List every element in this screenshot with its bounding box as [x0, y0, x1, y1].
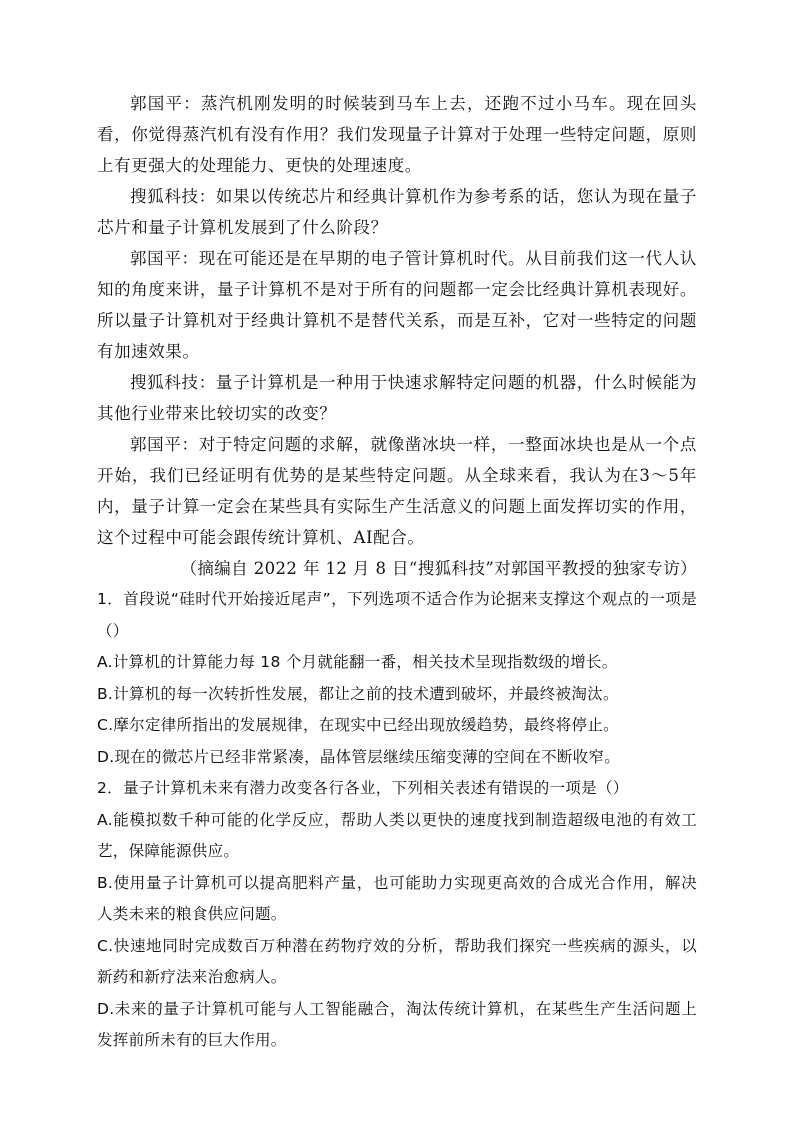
option-c: C.快速地同时完成数百万种潜在药物疗效的分析，帮助我们探究一些疾病的源头，以新药和新疗法来治愈病人。 — [97, 936, 697, 986]
interview-paragraph: 搜狐科技：如果以传统芯片和经典计算机作为参考系的话，您认为现在量子芯片和量子计算机发展到了什么阶段？ — [97, 187, 697, 237]
option-d: D.现在的微芯片已经非常紧凑，晶体管层继续压缩变薄的空间在不断收窄。 — [97, 747, 621, 766]
questions-section — [97, 584, 697, 1057]
interview-paragraph: 郭国平：现在可能还是在早期的电子管计算机时代。从目前我们这一代人认知的角度来讲，量子计算机不是对于所有的问题都一定会比经典计算机表现好。所以量子计算机对于经典计算机不是替代关系，而是互补，它对一些特定的问题有加速效果。 — [97, 249, 697, 361]
interview-paragraph: 郭国平：对于特定问题的求解，就像凿冰块一样，一整面冰块也是从一个点开始，我们已经证明有优势的是某些特定问题。从全球来看，我认为在3～5年内，量子计算一定会在某些具有实际生产生活意义的问题上面发挥切实的作用，这个过程中可能会跟传统计算机、AI配合。 — [97, 435, 697, 547]
option-a: A.能模拟数千种可能的化学反应，帮助人类以更快的速度找到制造超级电池的有效工艺，保障能源供应。 — [97, 810, 697, 860]
interview-section — [97, 88, 697, 553]
source-citation: （摘编自 2022 年 12 月 8 日“搜狐科技”对郭国平教授的独家专访） — [180, 559, 697, 578]
document-content — [97, 88, 697, 1057]
option-c: C.摩尔定律所指出的发展规律，在现实中已经出现放缓趋势，最终将停止。 — [97, 716, 619, 734]
option-a: A.计算机的计算能力每 18 个月就能翻一番，相关技术呈现指数级的增长。 — [97, 653, 618, 671]
option-b: B.计算机的每一次转折性发展，都让之前的技术遭到破坏，并最终被淘汰。 — [97, 684, 619, 703]
question-stem: 2．量子计算机未来有潜力改变各行各业，下列相关表述有错误的一项是（） — [97, 779, 629, 797]
question-stem: 1．首段说“硅时代开始接近尾声”，下列选项不适合作为论据来支撑这个观点的一项是（） — [97, 590, 697, 640]
option-b: B.使用量子计算机可以提高肥料产量，也可能助力实现更高效的合成光合作用，解决人类未来的粮食供应问题。 — [97, 873, 697, 923]
question-1 — [97, 584, 697, 773]
question-2 — [97, 773, 697, 1057]
interview-paragraph: 郭国平：蒸汽机刚发明的时候装到马车上去，还跑不过小马车。现在回头看，你觉得蒸汽机有没有作用？我们发现量子计算对于处理一些特定问题，原则上有更强大的处理能力、更快的处理速度。 — [97, 94, 697, 175]
interview-paragraph: 搜狐科技：量子计算机是一种用于快速求解特定问题的机器，什么时候能为其他行业带来比较切实的改变？ — [97, 373, 697, 423]
option-d: D.未来的量子计算机可能与人工智能融合，淘汰传统计算机，在某些生产生活问题上发挥前所未有的巨大作用。 — [97, 999, 697, 1049]
